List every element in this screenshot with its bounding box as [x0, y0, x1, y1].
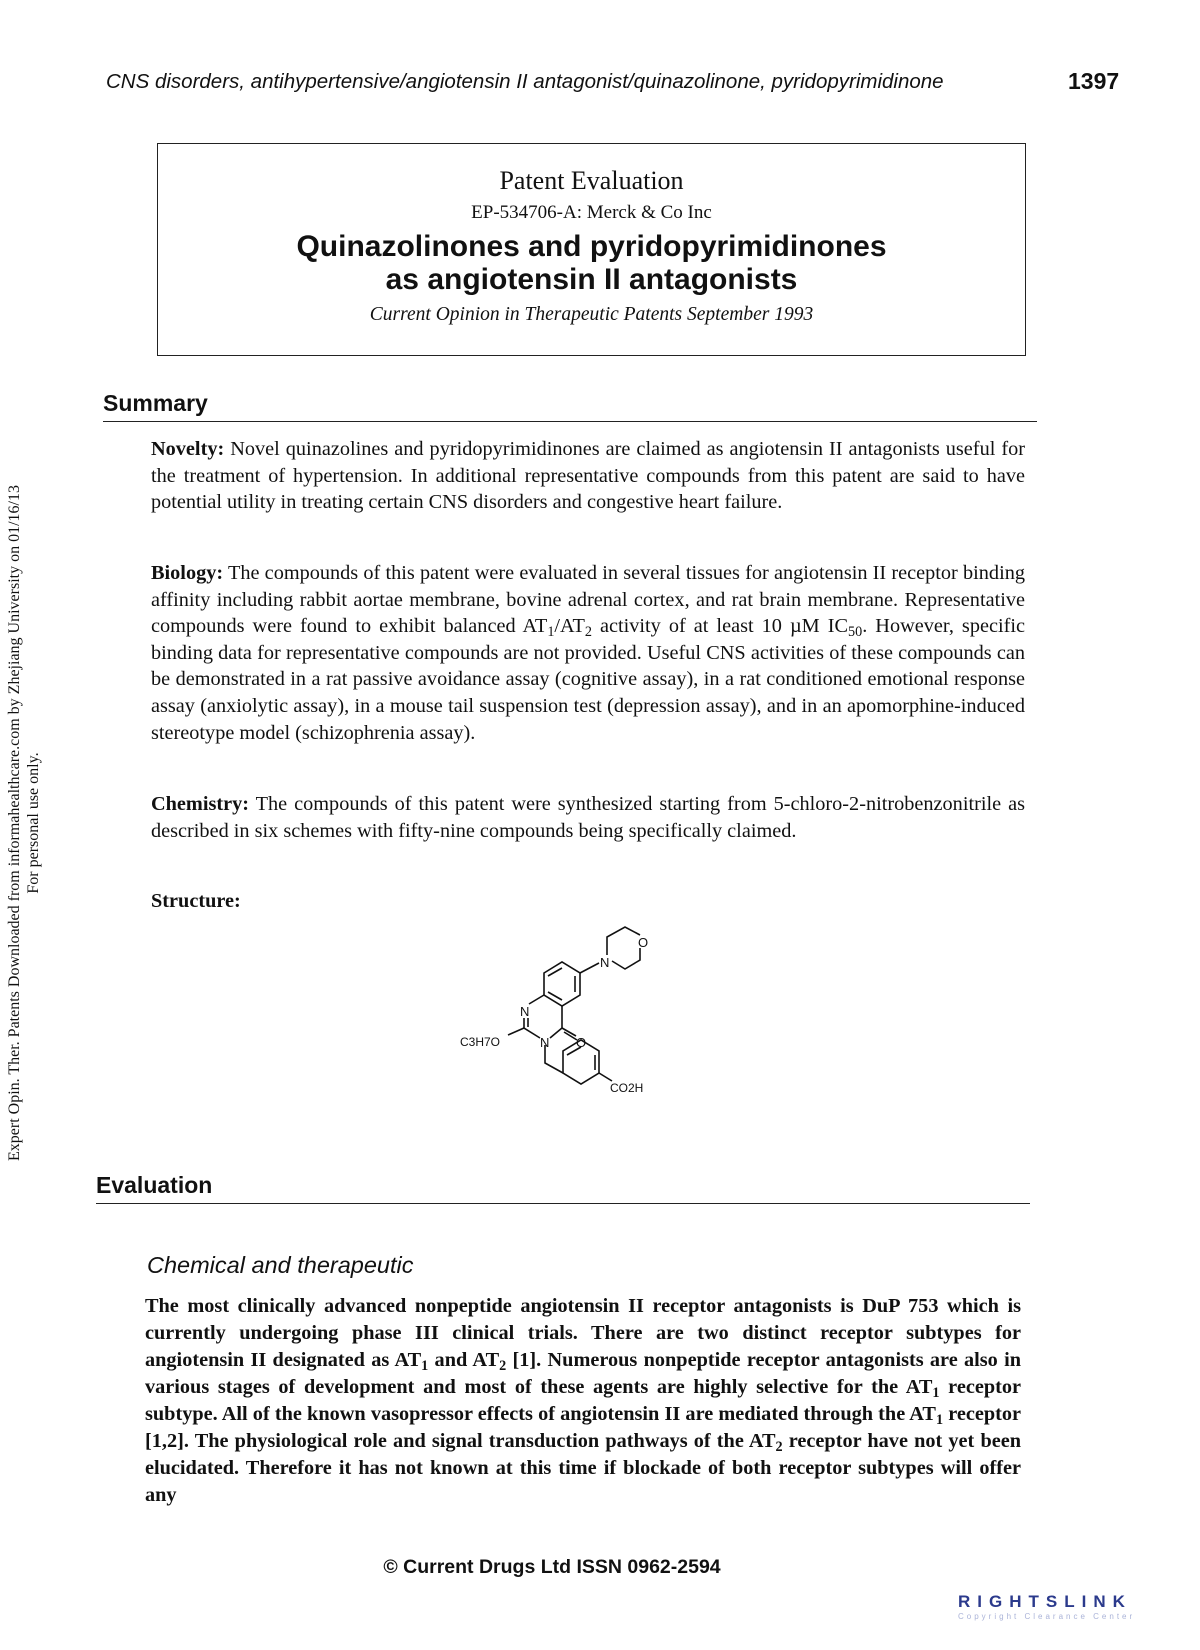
keto-o: O: [576, 1035, 587, 1050]
evaluation-subheading: Chemical and therapeutic: [147, 1252, 414, 1278]
subscript: 1: [932, 1385, 940, 1401]
side-notice-line-1: Expert Opin. Ther. Patents Downloaded from informahealthcare.com by Zhejiang University on 01/16/13: [6, 485, 23, 1161]
subscript: 2: [584, 624, 592, 641]
carboxylic-acid: CO2H: [610, 1081, 644, 1095]
morpholine-o: O: [638, 935, 649, 950]
evaluation-paragraph: [145, 1293, 1021, 1509]
novelty-paragraph: [151, 436, 1025, 516]
kicker: Patent Evaluation: [499, 166, 684, 195]
evaluation-rule: [96, 1203, 1030, 1204]
bond: [607, 927, 640, 955]
text-run: [1]. Numerous nonpeptide receptor antagonists are also in various stages of development and most of these agents are highly selective for the AT: [145, 1349, 1022, 1398]
rightslink-wordmark: RIGHTSLINK: [958, 1592, 1132, 1611]
source-line: Current Opinion in Therapeutic Patents September 1993: [369, 304, 814, 325]
footer-copyright: © Current Drugs Ltd ISSN 0962-2594: [383, 1556, 721, 1578]
text-run: receptor subtype. All of the known vasopressor effects of angiotensin II are mediated through the AT: [145, 1376, 1021, 1425]
rightslink-logo[interactable]: [958, 1592, 1135, 1621]
paragraph-label: Novelty:: [151, 438, 225, 460]
title-box: [157, 143, 1026, 356]
morpholine-n: N: [600, 955, 610, 970]
text-run: /AT: [554, 615, 585, 638]
structure-label: Structure:: [151, 890, 241, 912]
running-head: CNS disorders, antihypertensive/angiotensin II antagonist/quinazolinone, pyridopyrimidinone: [106, 70, 944, 93]
text-run: receptor have not yet been elucidated. Therefore it has not known at this time if blockade of both receptor subtypes will offer any: [145, 1430, 1022, 1506]
paragraph-label: Chemistry:: [151, 793, 249, 815]
ring-n1: N: [520, 1004, 530, 1019]
title-line-1: Quinazolinones and pyridopyrimidinones: [296, 230, 887, 263]
subscript: 1: [421, 1358, 429, 1374]
patent-number: EP-534706-A: Merck & Co Inc: [471, 202, 712, 223]
bond: [529, 995, 544, 1004]
text-run: The most clinically advanced nonpeptide angiotensin II receptor antagonists is DuP 753 which is currently undergoing phase III clinical trials. There are two distinct receptor subtypes for angiotensin II designated as AT: [145, 1295, 1021, 1371]
chemical-structure: [440, 915, 700, 1145]
subscript: 1: [547, 624, 555, 641]
bond: [508, 1028, 524, 1035]
text-run: Novel quinazolines and pyridopyrimidinones are claimed as angiotensin II antagonists useful for the treatment of hypertension. In additional representative compounds from this patent are said to have potential utility in treating certain CNS disorders and congestive heart failure.: [151, 438, 1025, 514]
subscript: 2: [499, 1358, 507, 1374]
text-run: . However, specific binding data for representative compounds are not provided. Useful CNS activities of these compounds can be demonstrated in a rat passive avoidance assay (cognitive assay), in a rat conditioned emotional response assay (anxiolytic assay), in a mouse tail suspension test (depression assay), and in an apomorphine-induced stereotype model (schizophrenia assay).: [151, 615, 1025, 744]
title-line-2: as angiotensin II antagonists: [385, 263, 798, 296]
summary-rule: [103, 421, 1037, 422]
biology-paragraph: [151, 560, 1025, 746]
bond: [599, 1073, 612, 1081]
ring-n3: N: [540, 1035, 550, 1050]
text-run: The compounds of this patent were synthesized starting from 5-chloro-2-nitrobenzonitrile as described in six schemes with fifty-nine compounds being specifically claimed.: [151, 793, 1025, 842]
text-run: and AT: [428, 1349, 500, 1371]
evaluation-heading: Evaluation: [96, 1172, 213, 1198]
text-run: receptor [1,2]. The physiological role and signal transduction pathways of the AT: [145, 1403, 1022, 1452]
article-title: [158, 230, 1025, 296]
side-notice-line-2: For personal use only.: [25, 752, 42, 894]
subscript: 1: [935, 1412, 944, 1428]
bond: [550, 1006, 562, 1038]
bond: [524, 1018, 540, 1038]
text-run: The compounds of this patent were evaluated in several tissues for angiotensin II receptor binding affinity including rabbit aortae membrane, bovine adrenal cortex, and rat brain membrane. Representative compounds were found to exhibit balanced AT: [151, 562, 1025, 638]
chemistry-paragraph: [151, 791, 1025, 844]
paragraph-label: Biology:: [151, 562, 224, 584]
subscript: 50: [848, 624, 863, 641]
subscript: 2: [775, 1439, 783, 1455]
alkoxy-group: C3H7O: [460, 1035, 501, 1049]
page-number: 1397: [1068, 68, 1120, 94]
bond: [580, 963, 599, 973]
bond: [612, 948, 640, 969]
summary-heading: Summary: [103, 390, 208, 416]
text-run: activity of at least 10 µM IC: [591, 615, 848, 638]
rightslink-tagline: Copyright Clearance Center: [958, 1612, 1136, 1621]
